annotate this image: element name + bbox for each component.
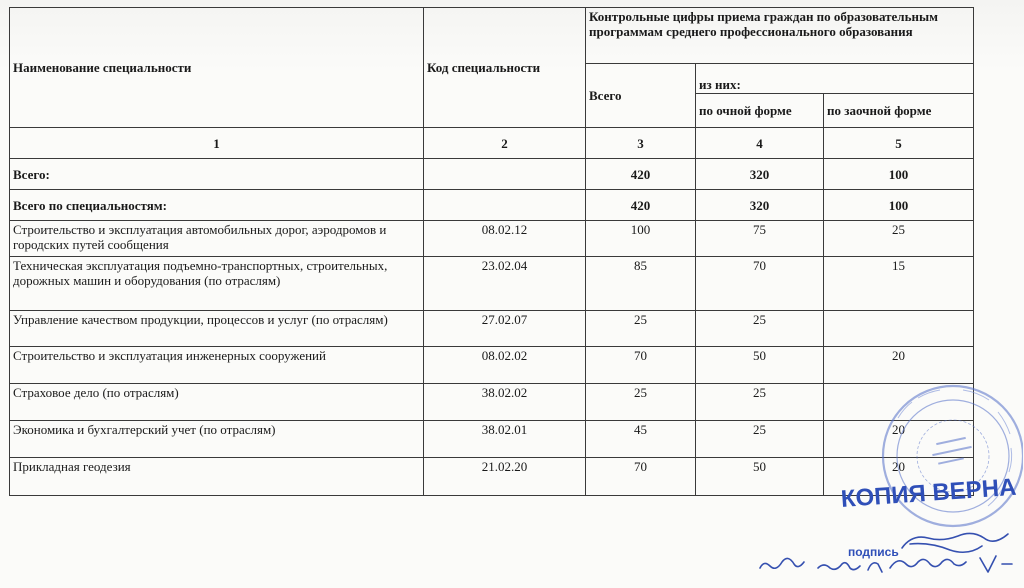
- specialty-code: 38.02.02: [424, 384, 586, 421]
- header-extramural: по заочной форме: [824, 94, 974, 128]
- quota-total: 100: [586, 221, 696, 257]
- quota-fulltime: 50: [696, 458, 824, 496]
- table-row: [10, 221, 974, 257]
- table-row: [10, 421, 974, 458]
- quota-total: 70: [586, 458, 696, 496]
- quota-fulltime: 25: [696, 421, 824, 458]
- specialty-name: Строительство и эксплуатация автомобильных дорог, аэродромов и городских путей сообщения: [10, 221, 424, 257]
- quota-extramural: [824, 311, 974, 347]
- header-total: Всего: [586, 64, 696, 128]
- total-extramural: 100: [824, 190, 974, 221]
- specialty-name: Прикладная геодезия: [10, 458, 424, 496]
- quota-total: 45: [586, 421, 696, 458]
- specialty-code: 08.02.12: [424, 221, 586, 257]
- total-label: Всего:: [10, 159, 424, 190]
- specialty-name: Техническая эксплуатация подъемно-транспортных, строительных, дорожных машин и оборудования (по отраслям): [10, 257, 424, 311]
- column-number-row: [10, 128, 974, 159]
- quota-extramural: 25: [824, 221, 974, 257]
- specialty-code: 21.02.20: [424, 458, 586, 496]
- signature-label: подпись: [848, 545, 899, 559]
- quota-extramural: 15: [824, 257, 974, 311]
- table-row: [10, 257, 974, 311]
- quota-fulltime: 70: [696, 257, 824, 311]
- header-admission-quota: Контрольные цифры приема граждан по образовательным программам среднего профессионального образования: [586, 8, 974, 64]
- total-code: [424, 159, 586, 190]
- quota-total: 70: [586, 347, 696, 384]
- specialty-code: 27.02.07: [424, 311, 586, 347]
- column-number: 3: [586, 128, 696, 159]
- specialty-name: Управление качеством продукции, процессов и услуг (по отраслям): [10, 311, 424, 347]
- handwritten-signature-icon: [740, 510, 1024, 588]
- table-row: [10, 311, 974, 347]
- quota-extramural: 20: [824, 421, 974, 458]
- quota-fulltime: 50: [696, 347, 824, 384]
- total-all: 420: [586, 190, 696, 221]
- quota-fulltime: 25: [696, 384, 824, 421]
- table-row: [10, 458, 974, 496]
- total-code: [424, 190, 586, 221]
- specialty-code: 38.02.01: [424, 421, 586, 458]
- specialty-code: 23.02.04: [424, 257, 586, 311]
- quota-total: 25: [586, 384, 696, 421]
- specialty-name: Строительство и эксплуатация инженерных сооружений: [10, 347, 424, 384]
- total-label: Всего по специальностям:: [10, 190, 424, 221]
- quota-total: 25: [586, 311, 696, 347]
- quota-extramural: 20: [824, 458, 974, 496]
- specialty-name: Страховое дело (по отраслям): [10, 384, 424, 421]
- header-fulltime: по очной форме: [696, 94, 824, 128]
- header-of-them: из них:: [696, 64, 974, 94]
- table-row: [10, 347, 974, 384]
- total-row: [10, 159, 974, 190]
- quota-fulltime: 25: [696, 311, 824, 347]
- total-all: 420: [586, 159, 696, 190]
- header-specialty-code: Код специальности: [424, 8, 586, 128]
- certified-copy-stamp: КОПИЯ ВЕРНА: [840, 473, 1018, 513]
- specialty-name: Экономика и бухгалтерский учет (по отраслям): [10, 421, 424, 458]
- header-specialty-name: Наименование специальности: [10, 8, 424, 128]
- column-number: 1: [10, 128, 424, 159]
- total-extramural: 100: [824, 159, 974, 190]
- quota-extramural: 20: [824, 347, 974, 384]
- quota-total: 85: [586, 257, 696, 311]
- specialty-code: 08.02.02: [424, 347, 586, 384]
- admission-quota-table: [9, 7, 974, 496]
- column-number: 5: [824, 128, 974, 159]
- table-row: [10, 384, 974, 421]
- column-number: 4: [696, 128, 824, 159]
- column-number: 2: [424, 128, 586, 159]
- total-by-specialty-row: [10, 190, 974, 221]
- quota-fulltime: 75: [696, 221, 824, 257]
- total-fulltime: 320: [696, 190, 824, 221]
- total-fulltime: 320: [696, 159, 824, 190]
